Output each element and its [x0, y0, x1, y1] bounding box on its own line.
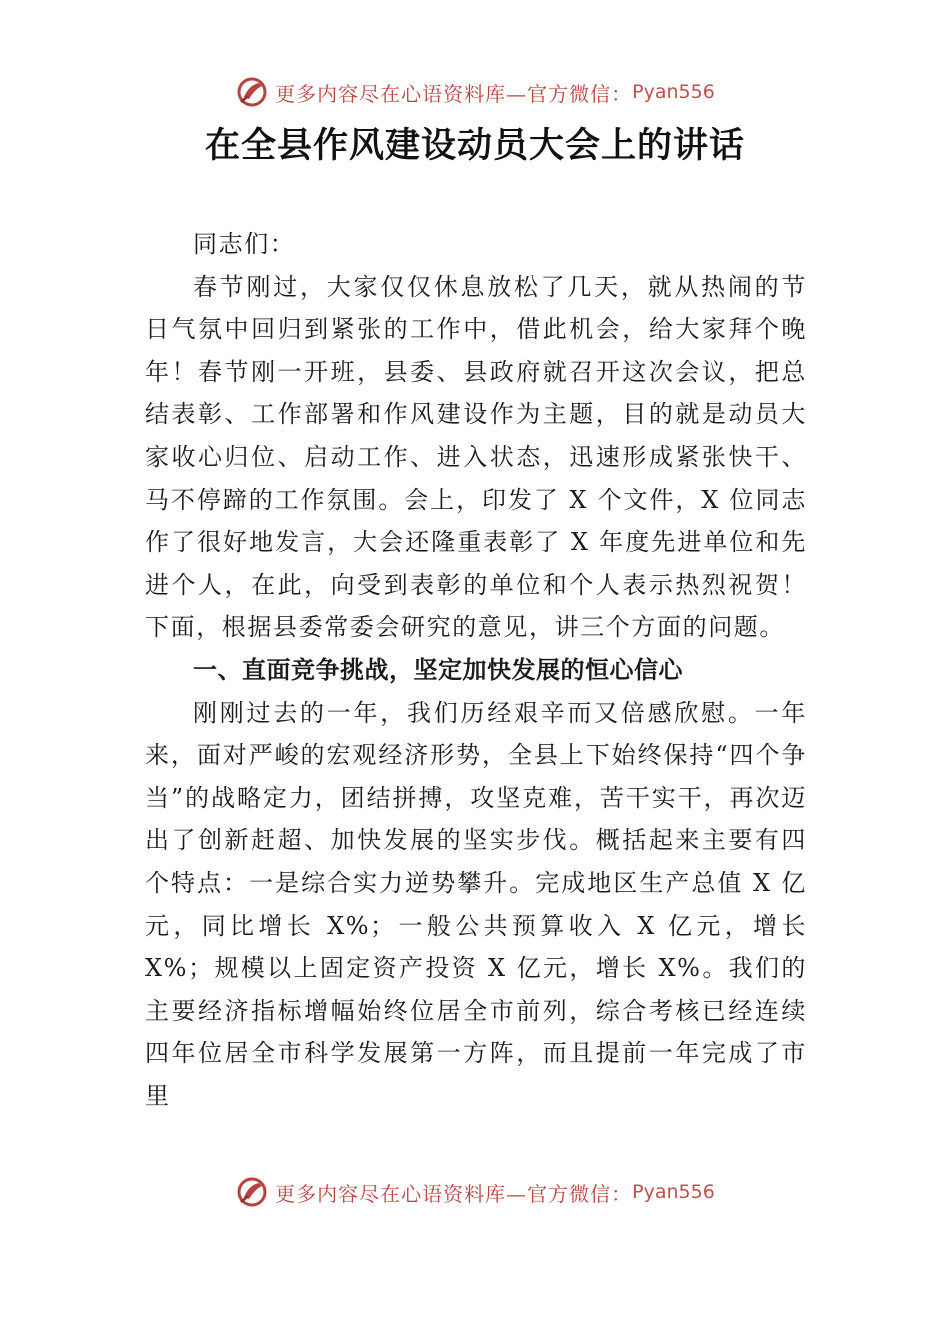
section-paragraph: 刚刚过去的一年，我们历经艰辛而又倍感欣慰。一年来，面对严峻的宏观经济形势，全县上下始终保持“四个争当”的战略定力，团结拼搏，攻坚克难，苦干实干，再次迈出了创新赶超、加快发展的坚实步伐。概括起来主要有四个特点：一是综合实力逆势攀升。完成地区生产总值 X 亿元，同比增长 X%；一般公共预算收入 X 亿元，增长 X%；规模以上固定资产投资 X 亿元，增长 X%。我们的主要经济指标增幅始终位居全市前列，综合考核已经连续四年位居全市科学发展第一方阵，而且提前一年完成了市里	[145, 698, 807, 1110]
salutation: 同志们：	[193, 230, 296, 258]
intro-paragraph: 春节刚过，大家仅仅休息放松了几天，就从热闹的节日气氛中回归到紧张的工作中，借此机会，给大家拜个晚年！春节刚一开班，县委、县政府就召开这次会议，把总结表彰、工作部署和作风建设作为主题，目的就是动员大家收心归位、启动工作、进入状态，迅速形成紧张快干、马不停蹄的工作氛围。会上，印发了 X 个文件，X 位同志作了很好地发言，大会还隆重表彰了 X 年度先进单位和先进个人，在此，向受到表彰的单位和个人表示热烈祝贺！下面，根据县委常委会研究的意见，讲三个方面的问题。	[145, 272, 807, 642]
document-title: 在全县作风建设动员大会上的讲话	[204, 125, 745, 166]
header-banner	[0, 72, 950, 112]
section-heading: 一、直面竞争挑战，坚定加快发展的恒心信心	[193, 655, 683, 684]
document-body	[145, 223, 807, 1117]
banner-text: 更多内容尽在心语资料库—官方微信：	[275, 81, 633, 106]
banner-wechat-id: Pyan556	[632, 81, 715, 103]
brush-logo-icon	[235, 1175, 269, 1209]
banner-wechat-id: Pyan556	[632, 1181, 715, 1203]
footer-banner	[0, 1172, 950, 1212]
banner-text: 更多内容尽在心语资料库—官方微信：	[275, 1181, 633, 1206]
brush-logo-icon	[235, 75, 269, 109]
